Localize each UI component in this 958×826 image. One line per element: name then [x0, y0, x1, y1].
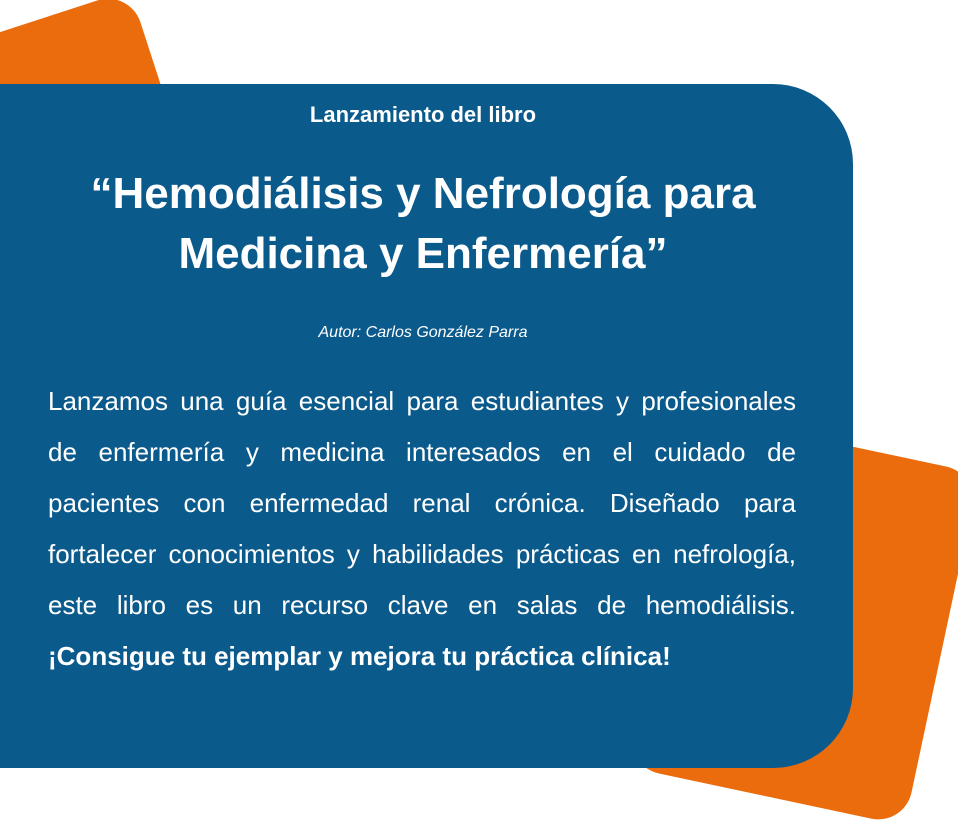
author-line: Autor: Carlos González Parra: [318, 324, 528, 341]
book-title: “Hemodiálisis y Nefrología para Medicina y Enfermería”: [90, 169, 756, 278]
launch-label: Lanzamiento del libro: [309, 102, 537, 127]
call-to-action: ¡Consigue tu ejemplar y mejora tu práctica clínica!: [48, 641, 671, 671]
book-description: [48, 376, 796, 682]
book-launch-card: [0, 84, 853, 768]
description-text: Lanzamos una guía esencial para estudiantes y profesionales de enfermería y medicina interesados en el cuidado de pacientes con enfermedad renal crónica. Diseñado para fortalecer conocimientos y habilidades prácticas en nefrología, este libro es un recurso clave en salas de hemodiálisis.: [48, 386, 796, 620]
